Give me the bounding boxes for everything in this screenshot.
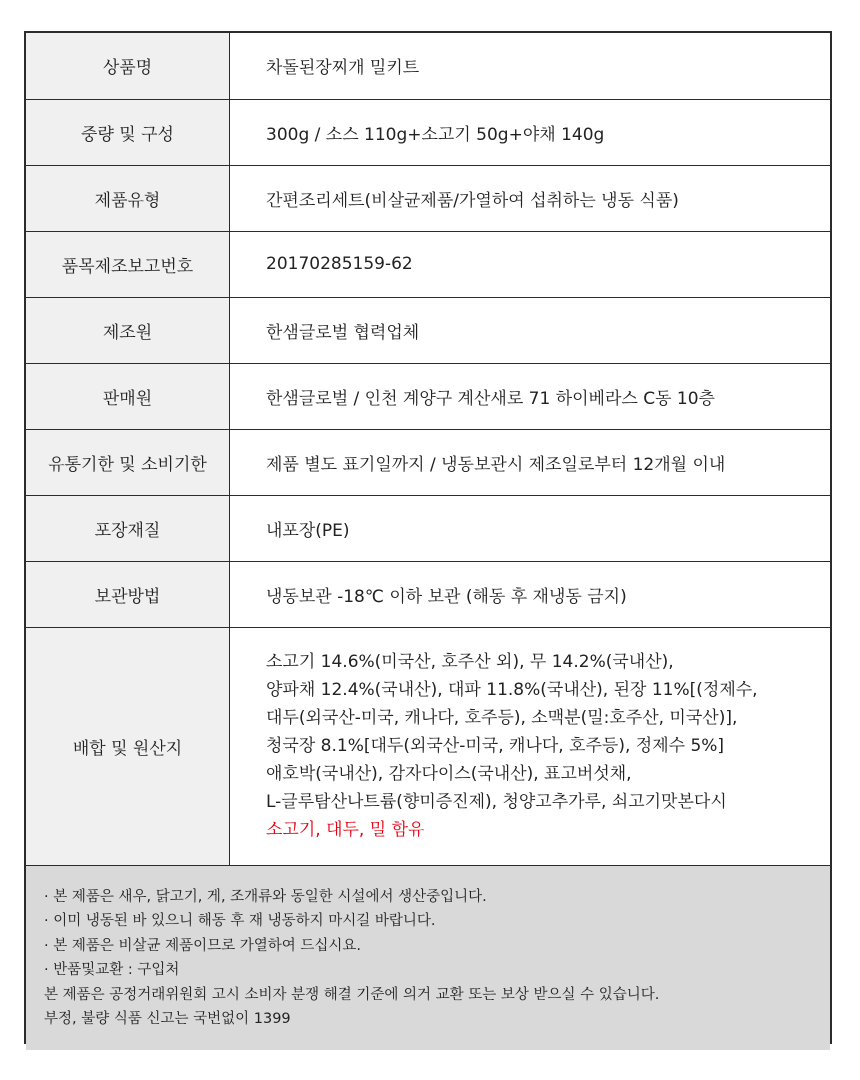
row-seller — [26, 363, 830, 429]
value-product-type: 간편조리세트(비살균제품/가열하여 섭취하는 냉동 식품) — [230, 165, 831, 231]
value-report-number: 20170285159-62 — [230, 231, 831, 297]
label-product-type: 제품유형 — [26, 165, 230, 231]
ingredients-line: 대두(외국산-미국, 캐나다, 호주등), 소맥분(밀:호주산, 미국산)], — [266, 708, 738, 728]
value-packaging: 내포장(PE) — [230, 495, 831, 561]
row-manufacturer — [26, 297, 830, 363]
value-expiration: 제품 별도 표기일까지 / 냉동보관시 제조일로부터 12개월 이내 — [230, 429, 831, 495]
ingredients-line: 양파채 12.4%(국내산), 대파 11.8%(국내산), 된장 11%[(정제수, — [266, 680, 758, 700]
label-weight: 중량 및 구성 — [26, 99, 230, 165]
notice-line: 부정, 불량 식품 신고는 국번없이 1399 — [44, 1011, 291, 1027]
product-info-table — [24, 31, 832, 1044]
label-packaging: 포장재질 — [26, 495, 230, 561]
ingredients-line: 애호박(국내산), 감자다이스(국내산), 표고버섯채, — [266, 764, 632, 784]
ingredients-line: 소고기 14.6%(미국산, 호주산 외), 무 14.2%(국내산), — [266, 652, 674, 672]
row-product-name — [26, 33, 830, 99]
label-report-number: 품목제조보고번호 — [26, 231, 230, 297]
notice-line: · 반품및교환 : 구입처 — [44, 962, 180, 978]
notice-line: 본 제품은 공정거래위원회 고시 소비자 분쟁 해결 기준에 의거 교환 또는 보상 받으실 수 있습니다. — [44, 986, 660, 1003]
value-storage: 냉동보관 -18℃ 이하 보관 (해동 후 재냉동 금지) — [230, 561, 831, 627]
label-product-name: 상품명 — [26, 33, 230, 99]
notice-line: · 본 제품은 새우, 닭고기, 게, 조개류와 동일한 시설에서 생산중입니다. — [44, 888, 487, 905]
ingredients-line: 청국장 8.1%[대두(외국산-미국, 캐나다, 호주등), 정제수 5%] — [266, 736, 725, 756]
allergen-warning: 소고기, 대두, 밀 함유 — [266, 820, 425, 840]
row-packaging — [26, 495, 830, 561]
label-expiration: 유통기한 및 소비기한 — [26, 429, 230, 495]
notice-line: · 본 제품은 비살균 제품이므로 가열하여 드십시요. — [44, 937, 362, 954]
row-expiration — [26, 429, 830, 495]
row-report-number — [26, 231, 830, 297]
value-manufacturer: 한샘글로벌 협력업체 — [230, 297, 831, 363]
ingredients-text — [266, 640, 830, 852]
value-seller: 한샘글로벌 / 인천 계양구 계산새로 71 하이베라스 C동 10층 — [230, 363, 831, 429]
notice-line: · 이미 냉동된 바 있으니 해동 후 재 냉동하지 마시길 바랍니다. — [44, 913, 436, 929]
label-ingredients: 배합 및 원산지 — [26, 627, 230, 865]
notice-box — [26, 866, 830, 1050]
value-ingredients — [230, 627, 831, 865]
value-product-name: 차돌된장찌개 밀키트 — [230, 33, 831, 99]
row-storage — [26, 561, 830, 627]
row-product-type — [26, 165, 830, 231]
row-ingredients — [26, 627, 830, 865]
info-table — [26, 33, 830, 866]
label-storage: 보관방법 — [26, 561, 230, 627]
row-weight — [26, 99, 830, 165]
ingredients-line: L-글루탐산나트륨(향미증진제), 청양고추가루, 쇠고기맛본다시 — [266, 792, 727, 812]
value-weight: 300g / 소스 110g+소고기 50g+야채 140g — [230, 99, 831, 165]
label-seller: 판매원 — [26, 363, 230, 429]
label-manufacturer: 제조원 — [26, 297, 230, 363]
